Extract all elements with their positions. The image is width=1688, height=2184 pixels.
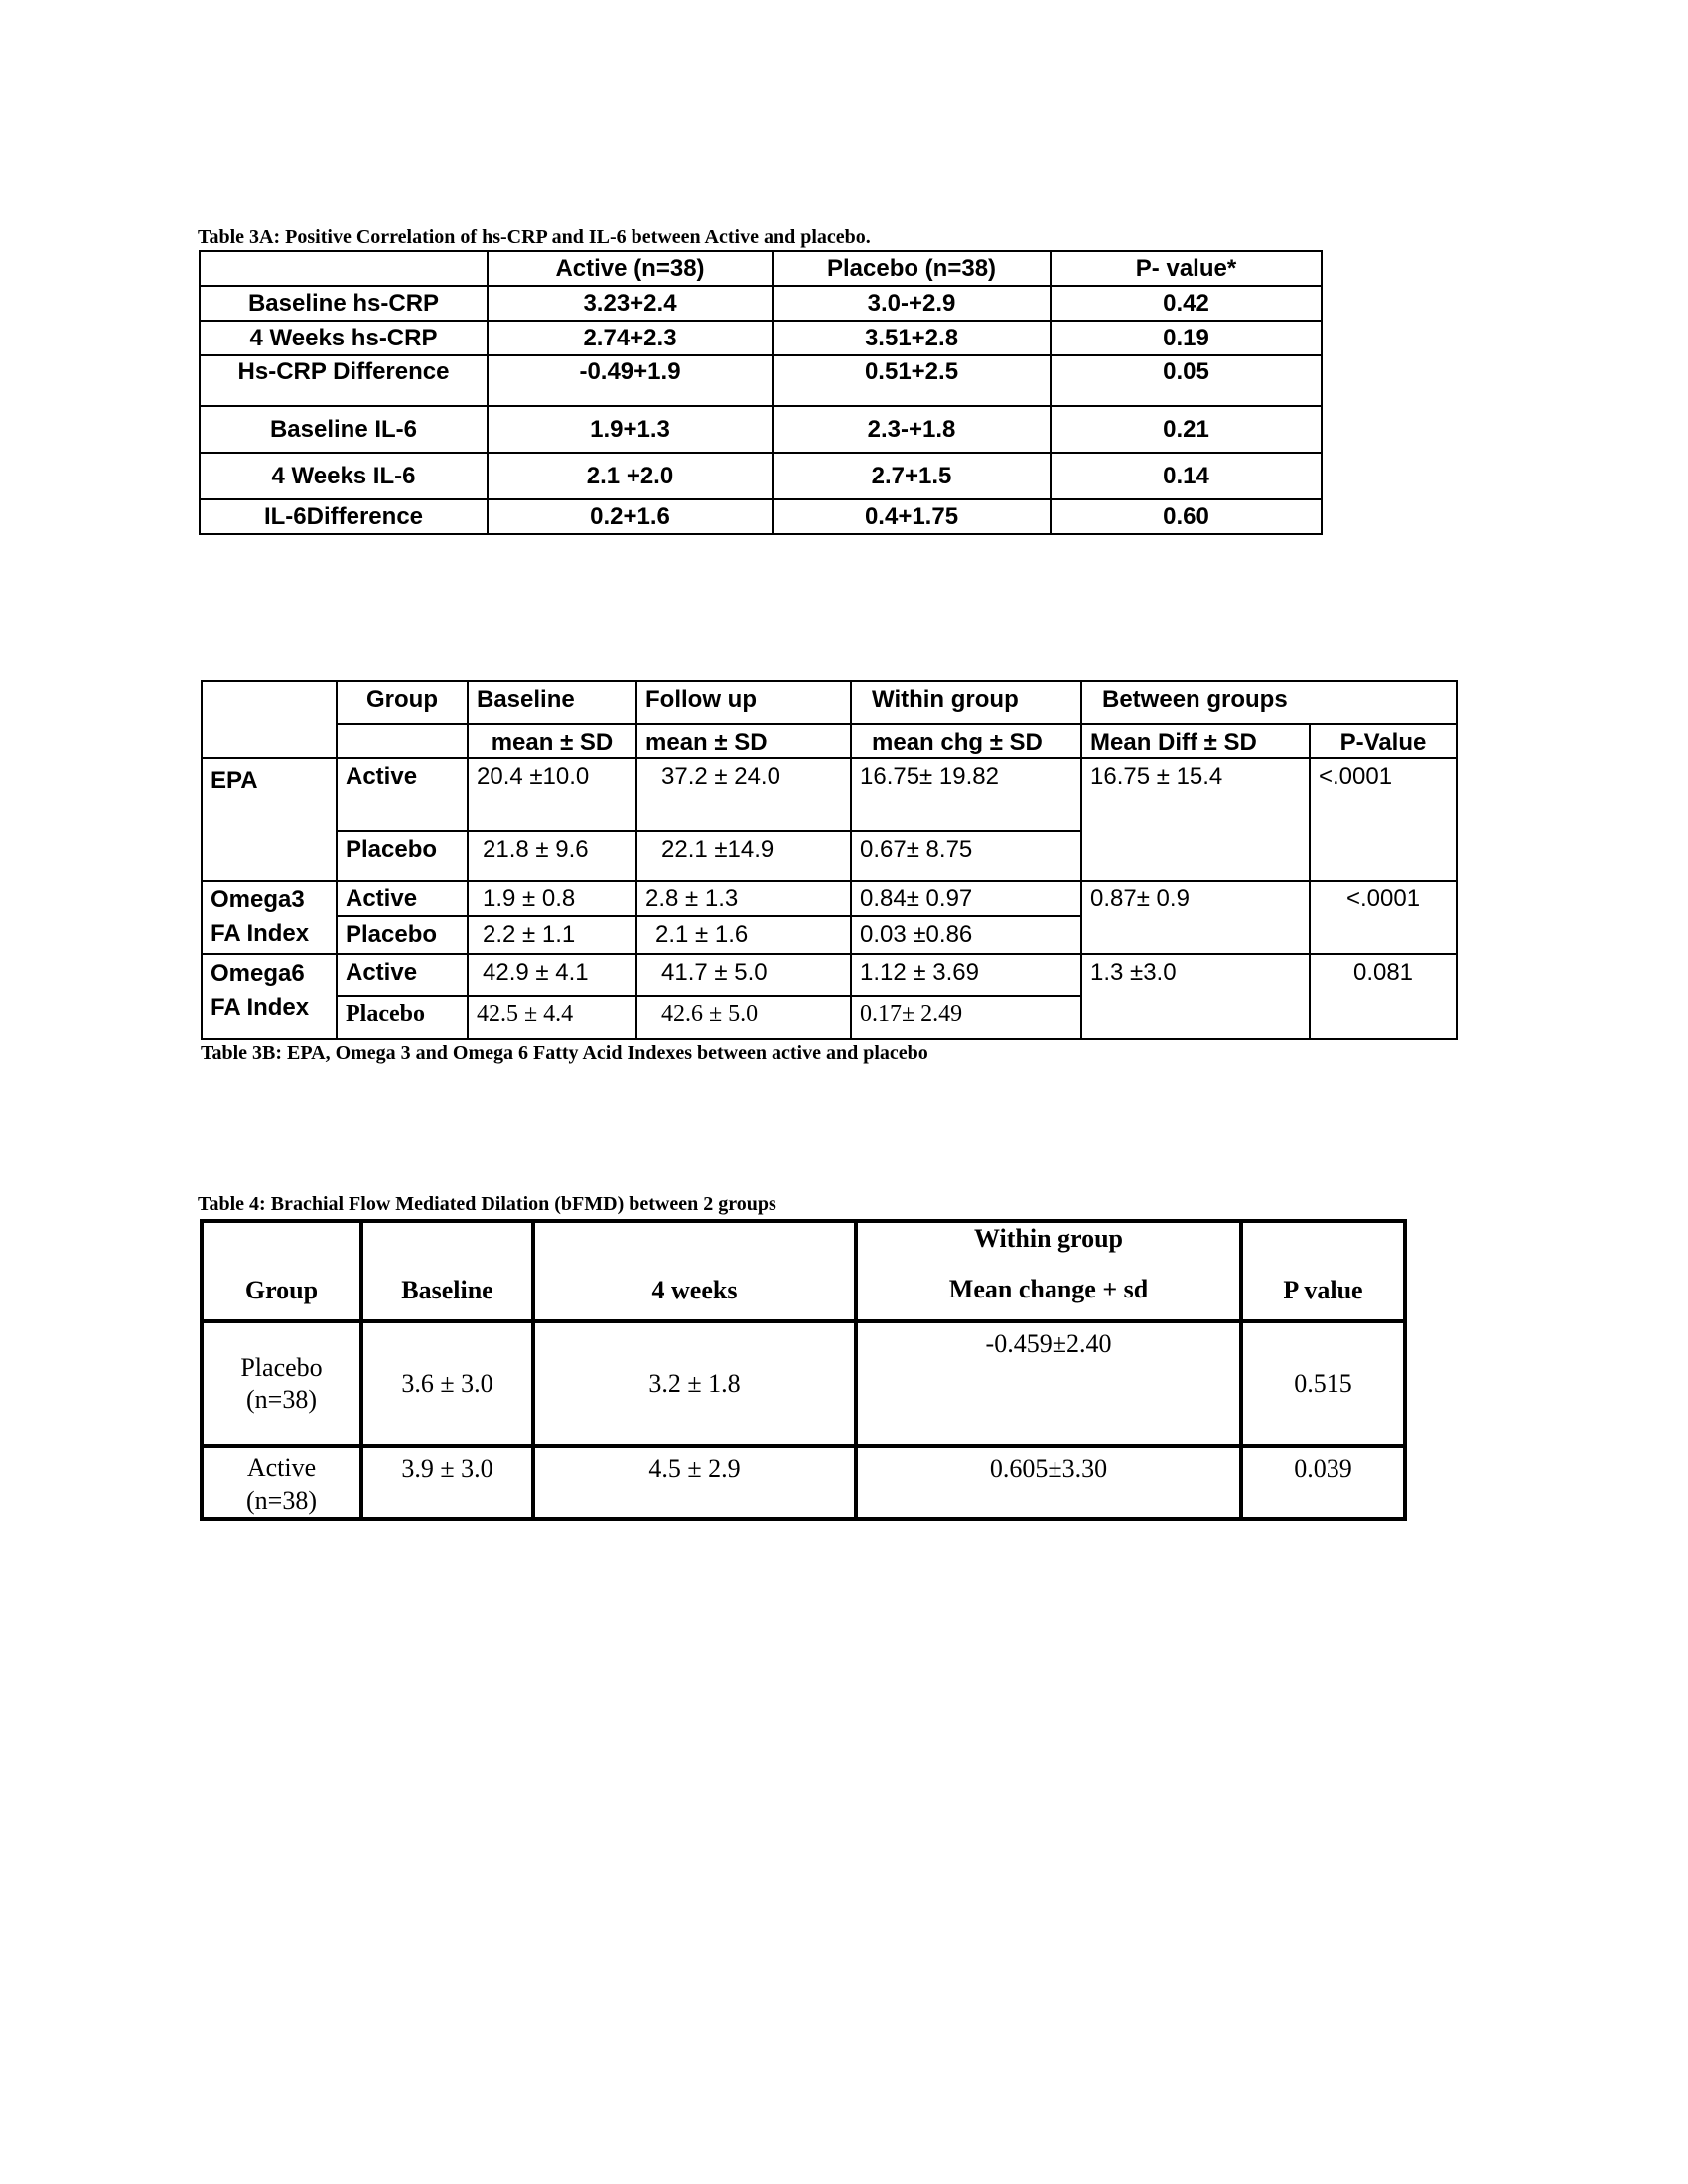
row-label: IL-6Difference bbox=[200, 499, 488, 534]
header-line: Mean change + sd bbox=[948, 1274, 1149, 1303]
table-cell: 0.4+1.75 bbox=[773, 499, 1051, 534]
row-label bbox=[202, 881, 337, 954]
table-cell: 0.14 bbox=[1051, 453, 1322, 499]
table-3a-caption: Table 3A: Positive Correlation of hs-CRP and IL-6 between Active and placebo. bbox=[198, 226, 871, 248]
table-cell: 0.081 bbox=[1310, 954, 1457, 1039]
table-cell: 0.84± 0.97 bbox=[851, 881, 1081, 916]
group-line: (n=38) bbox=[246, 1485, 317, 1515]
group-cell: Placebo bbox=[337, 916, 468, 954]
table-cell: 2.2 ± 1.1 bbox=[468, 916, 636, 954]
header-cell: Baseline bbox=[361, 1221, 533, 1321]
header-line: Within group bbox=[973, 1224, 1124, 1253]
row-label-line: Omega6 bbox=[211, 960, 305, 987]
table-cell: 2.74+2.3 bbox=[488, 321, 773, 355]
table-cell: 0.2+1.6 bbox=[488, 499, 773, 534]
table-cell: 0.05 bbox=[1051, 355, 1322, 406]
table-cell: 42.5 ± 4.4 bbox=[468, 996, 636, 1039]
table-row bbox=[200, 453, 1322, 499]
table-cell: <.0001 bbox=[1310, 881, 1457, 954]
row-label-line: Omega3 bbox=[211, 887, 305, 913]
group-line: (n=38) bbox=[246, 1385, 317, 1414]
table-cell: 20.4 ±10.0 bbox=[468, 758, 636, 831]
header-cell-empty bbox=[337, 724, 468, 758]
group-cell bbox=[202, 1446, 361, 1519]
row-label bbox=[202, 954, 337, 1039]
table-cell: 22.1 ±14.9 bbox=[636, 831, 851, 881]
table-cell: <.0001 bbox=[1310, 758, 1457, 881]
group-cell: Active bbox=[337, 758, 468, 831]
table-header-row bbox=[202, 1221, 1405, 1321]
table-cell: 0.87± 0.9 bbox=[1081, 881, 1310, 954]
table-row bbox=[202, 758, 1457, 831]
header-cell bbox=[856, 1221, 1241, 1321]
table-cell: 3.6 ± 3.0 bbox=[361, 1321, 533, 1446]
table-cell: 42.6 ± 5.0 bbox=[636, 996, 851, 1039]
table-cell: 0.17± 2.49 bbox=[851, 996, 1081, 1039]
header-cell: Mean Diff ± SD bbox=[1081, 724, 1310, 758]
table-header-row bbox=[202, 681, 1457, 724]
row-label: Baseline IL-6 bbox=[200, 406, 488, 453]
table-cell: 16.75± 19.82 bbox=[851, 758, 1081, 831]
header-cell: P value bbox=[1241, 1221, 1405, 1321]
table-cell: 0.67± 8.75 bbox=[851, 831, 1081, 881]
header-cell: Group bbox=[202, 1221, 361, 1321]
table-cell: 2.1 +2.0 bbox=[488, 453, 773, 499]
table-cell: 0.19 bbox=[1051, 321, 1322, 355]
row-label: 4 Weeks hs-CRP bbox=[200, 321, 488, 355]
header-cell: mean chg ± SD bbox=[851, 724, 1081, 758]
table-row bbox=[200, 321, 1322, 355]
table-cell: 41.7 ± 5.0 bbox=[636, 954, 851, 996]
table-header-row bbox=[200, 251, 1322, 286]
table-cell: 3.23+2.4 bbox=[488, 286, 773, 321]
table-cell: 0.039 bbox=[1241, 1446, 1405, 1519]
table-cell: 3.9 ± 3.0 bbox=[361, 1446, 533, 1519]
table-cell: -0.459±2.40 bbox=[856, 1321, 1241, 1446]
row-label: Baseline hs-CRP bbox=[200, 286, 488, 321]
header-cell: Placebo (n=38) bbox=[773, 251, 1051, 286]
header-cell-empty bbox=[202, 681, 337, 758]
table-row bbox=[200, 286, 1322, 321]
table-row bbox=[200, 406, 1322, 453]
table-cell: 0.51+2.5 bbox=[773, 355, 1051, 406]
group-cell: Active bbox=[337, 881, 468, 916]
table-4 bbox=[200, 1219, 1407, 1521]
header-cell: 4 weeks bbox=[533, 1221, 856, 1321]
table-3a bbox=[199, 250, 1323, 535]
group-cell: Placebo bbox=[337, 996, 468, 1039]
table-cell: 3.51+2.8 bbox=[773, 321, 1051, 355]
table-row bbox=[202, 881, 1457, 916]
table-cell: 3.2 ± 1.8 bbox=[533, 1321, 856, 1446]
header-cell: Follow up bbox=[636, 681, 851, 724]
table-cell: 37.2 ± 24.0 bbox=[636, 758, 851, 831]
table-cell: 1.12 ± 3.69 bbox=[851, 954, 1081, 996]
table-cell: 0.21 bbox=[1051, 406, 1322, 453]
table-cell: 42.9 ± 4.1 bbox=[468, 954, 636, 996]
table-3b bbox=[201, 680, 1458, 1040]
table-cell: 4.5 ± 2.9 bbox=[533, 1446, 856, 1519]
header-cell: mean ± SD bbox=[468, 724, 636, 758]
table-cell: 0.60 bbox=[1051, 499, 1322, 534]
table-cell: 1.9+1.3 bbox=[488, 406, 773, 453]
table-row bbox=[202, 954, 1457, 996]
table-cell: 0.03 ±0.86 bbox=[851, 916, 1081, 954]
table-cell: 2.7+1.5 bbox=[773, 453, 1051, 499]
group-cell: Active bbox=[337, 954, 468, 996]
group-cell bbox=[202, 1321, 361, 1446]
header-cell: Between groups bbox=[1081, 681, 1457, 724]
table-row bbox=[202, 1446, 1405, 1519]
header-cell: P-Value bbox=[1310, 724, 1457, 758]
table-row bbox=[202, 1321, 1405, 1446]
header-cell: Active (n=38) bbox=[488, 251, 773, 286]
row-label: EPA bbox=[202, 758, 337, 881]
table-row bbox=[200, 499, 1322, 534]
header-cell: Baseline bbox=[468, 681, 636, 724]
table-cell: 2.1 ± 1.6 bbox=[636, 916, 851, 954]
table-cell: 0.605±3.30 bbox=[856, 1446, 1241, 1519]
table-cell: 0.515 bbox=[1241, 1321, 1405, 1446]
table-cell: 0.42 bbox=[1051, 286, 1322, 321]
table-row bbox=[200, 355, 1322, 406]
table-cell: 21.8 ± 9.6 bbox=[468, 831, 636, 881]
header-cell: mean ± SD bbox=[636, 724, 851, 758]
group-line: Placebo bbox=[240, 1352, 323, 1382]
table-cell: 3.0-+2.9 bbox=[773, 286, 1051, 321]
row-label: 4 Weeks IL-6 bbox=[200, 453, 488, 499]
header-cell bbox=[200, 251, 488, 286]
table-4-caption: Table 4: Brachial Flow Mediated Dilation (bFMD) between 2 groups bbox=[198, 1193, 776, 1215]
row-label-line: FA Index bbox=[211, 920, 310, 947]
header-cell: Group bbox=[337, 681, 468, 724]
table-cell: -0.49+1.9 bbox=[488, 355, 773, 406]
table-3b-caption: Table 3B: EPA, Omega 3 and Omega 6 Fatty Acid Indexes between active and placebo bbox=[201, 1042, 928, 1064]
row-label-line: FA Index bbox=[211, 994, 310, 1021]
table-cell: 2.3-+1.8 bbox=[773, 406, 1051, 453]
row-label: Hs-CRP Difference bbox=[200, 355, 488, 406]
header-cell: P- value* bbox=[1051, 251, 1322, 286]
table-header-row bbox=[202, 724, 1457, 758]
group-cell: Placebo bbox=[337, 831, 468, 881]
table-cell: 16.75 ± 15.4 bbox=[1081, 758, 1310, 881]
group-line: Active bbox=[246, 1453, 317, 1482]
table-cell: 2.8 ± 1.3 bbox=[636, 881, 851, 916]
table-cell: 1.3 ±3.0 bbox=[1081, 954, 1310, 1039]
header-cell: Within group bbox=[851, 681, 1081, 724]
table-cell: 1.9 ± 0.8 bbox=[468, 881, 636, 916]
